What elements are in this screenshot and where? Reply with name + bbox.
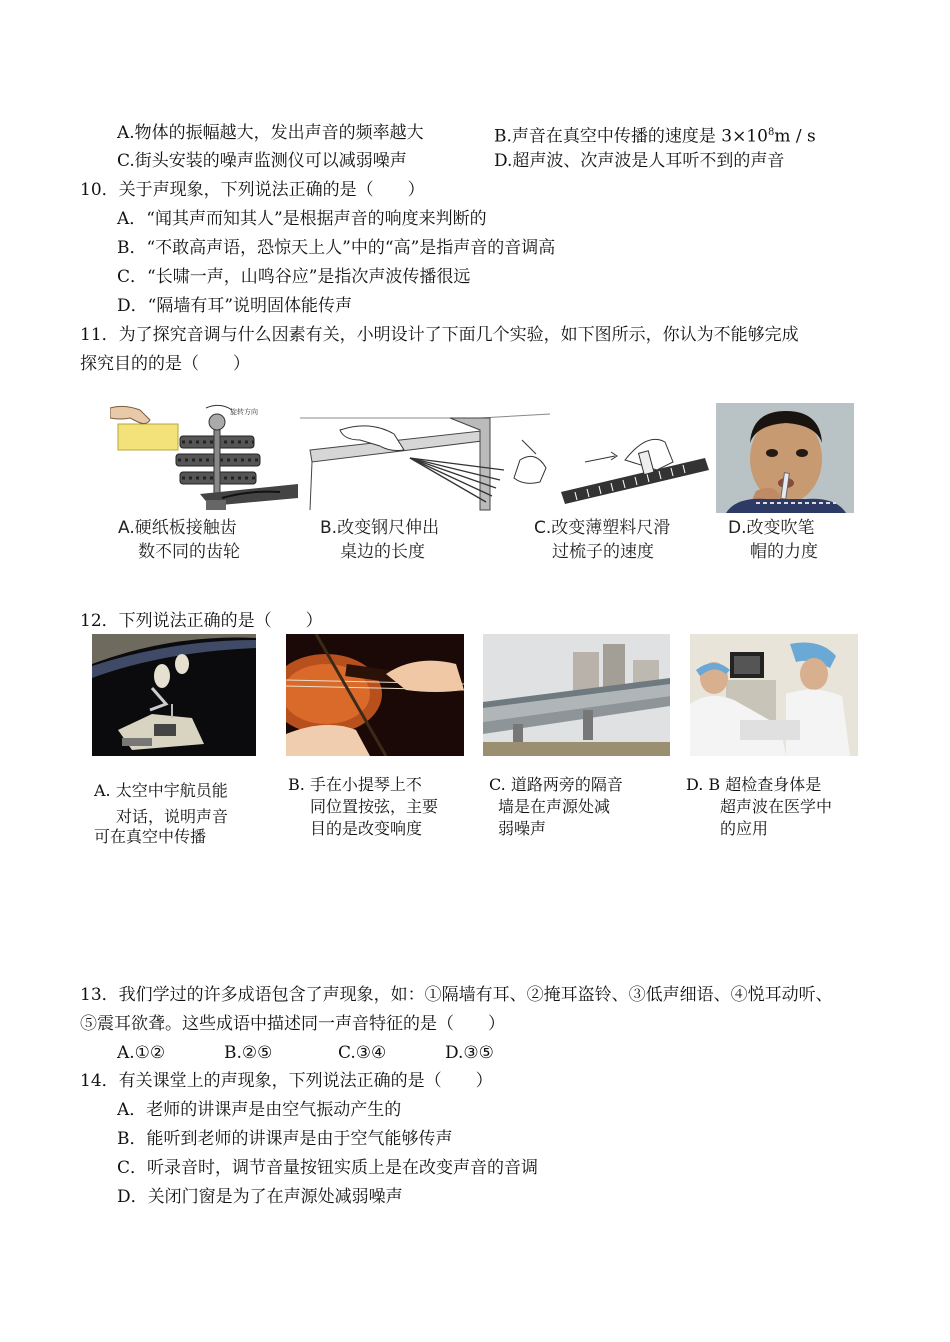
q12-caption-c-line1: C. 道路两旁的隔音 xyxy=(489,775,623,794)
q12-caption-b-line1: B. 手在小提琴上不 xyxy=(288,775,422,794)
q12-stem: 12．下列说法正确的是（ ） xyxy=(80,611,323,631)
q11-image-comb xyxy=(555,412,715,512)
q12-caption-b-line2: 同位置按弦，主要 xyxy=(310,797,439,816)
q13-stem-line2: ⑤震耳欲聋。这些成语中描述同一声音特征的是（ ） xyxy=(80,1014,505,1034)
q13-stem-line1: 13．我们学过的许多成语包含了声现象，如：①隔墙有耳、②掩耳盗铃、③低声细语、④悦耳动听、 xyxy=(80,985,833,1005)
q12-caption-c-line3: 弱噪声 xyxy=(498,819,547,838)
q11-image-steel-ruler xyxy=(300,410,552,512)
q12-image-b-ultrasound xyxy=(690,634,858,756)
q12-caption-c-line2: 墙是在声源处减 xyxy=(498,797,611,816)
q11-image-boy-blowing-pen-cap xyxy=(716,403,854,513)
q11-caption-c-line2: 过梳子的速度 xyxy=(552,542,654,562)
q11-caption-b-line1: B.改变钢尺伸出 xyxy=(320,518,440,538)
q12-caption-d-line3: 的应用 xyxy=(720,819,769,838)
q11-caption-d-line2: 帽的力度 xyxy=(750,542,818,562)
q13-option-b: B.②⑤ xyxy=(224,1043,273,1063)
q9-option-d: D.超声波、次声波是人耳听不到的声音 xyxy=(494,151,785,171)
q12-caption-d-line1: D. B 超检查身体是 xyxy=(686,775,822,794)
q11-caption-c-line1: C.改变薄塑料尺滑 xyxy=(534,518,671,538)
q14-option-a: A．老师的讲课声是由空气振动产生的 xyxy=(117,1100,402,1120)
q9-option-c: C.街头安装的噪声监测仪可以减弱噪声 xyxy=(117,151,407,171)
q11-caption-a-line1: A.硬纸板接触齿 xyxy=(118,518,237,538)
q10-option-d: D．“隔墙有耳”说明固体能传声 xyxy=(117,296,353,316)
q14-option-b: B．能听到老师的讲课声是由于空气能够传声 xyxy=(117,1129,453,1149)
q12-caption-a-line1: A. 太空中宇航员能 xyxy=(94,781,228,800)
q13-option-a: A.①② xyxy=(117,1043,166,1063)
q11-stem-line1: 11．为了探究音调与什么因素有关，小明设计了下面几个实验，如下图所示，你认为不能够完成 xyxy=(80,325,799,345)
q12-image-astronauts-in-space xyxy=(92,634,256,756)
q14-option-c: C．听录音时，调节音量按钮实质上是在改变声音的音调 xyxy=(117,1158,539,1178)
q11-gear-rotation-label: 旋转方向 xyxy=(230,408,258,416)
q10-option-a: A．“闻其声而知其人”是根据声音的响度来判断的 xyxy=(117,209,487,229)
q9-option-a: A.物体的振幅越大，发出声音的频率越大 xyxy=(117,123,424,143)
q13-option-d: D.③⑤ xyxy=(445,1043,494,1063)
q12-image-sound-barrier-road xyxy=(483,634,670,756)
q12-caption-a-line2: 对话，说明声音 xyxy=(116,807,229,826)
q9-option-b-unit: m / s xyxy=(774,126,816,147)
q12-caption-b-line3: 目的是改变响度 xyxy=(310,819,423,838)
q11-caption-b-line2: 桌边的长度 xyxy=(340,542,425,562)
q9-option-b-text: B.声音在真空中传播的速度是 3×10 xyxy=(494,126,768,147)
q10-option-b: B．“不敢高声语，恐惊天上人”中的“高”是指声音的音调高 xyxy=(117,238,556,258)
q11-caption-d-line1: D.改变吹笔 xyxy=(728,518,815,538)
q9-option-b-exponent: 8 xyxy=(768,127,775,138)
q14-option-d: D．关闭门窗是为了在声源处减弱噪声 xyxy=(117,1187,403,1207)
q10-option-c: C．“长啸一声，山鸣谷应”是指次声波传播很远 xyxy=(117,267,471,287)
q11-image-gear-wheels xyxy=(110,402,298,514)
q13-option-c: C.③④ xyxy=(338,1043,387,1063)
q11-stem-line2: 探究目的的是（ ） xyxy=(80,354,250,374)
q9-option-b xyxy=(494,123,816,147)
q14-stem: 14．有关课堂上的声现象，下列说法正确的是（ ） xyxy=(80,1071,493,1091)
q12-caption-d-line2: 超声波在医学中 xyxy=(720,797,833,816)
q12-caption-a-line3: 可在真空中传播 xyxy=(94,827,207,846)
q12-image-violin xyxy=(286,634,464,756)
q10-stem: 10．关于声现象，下列说法正确的是（ ） xyxy=(80,180,425,200)
q11-caption-a-line2: 数不同的齿轮 xyxy=(138,542,240,562)
